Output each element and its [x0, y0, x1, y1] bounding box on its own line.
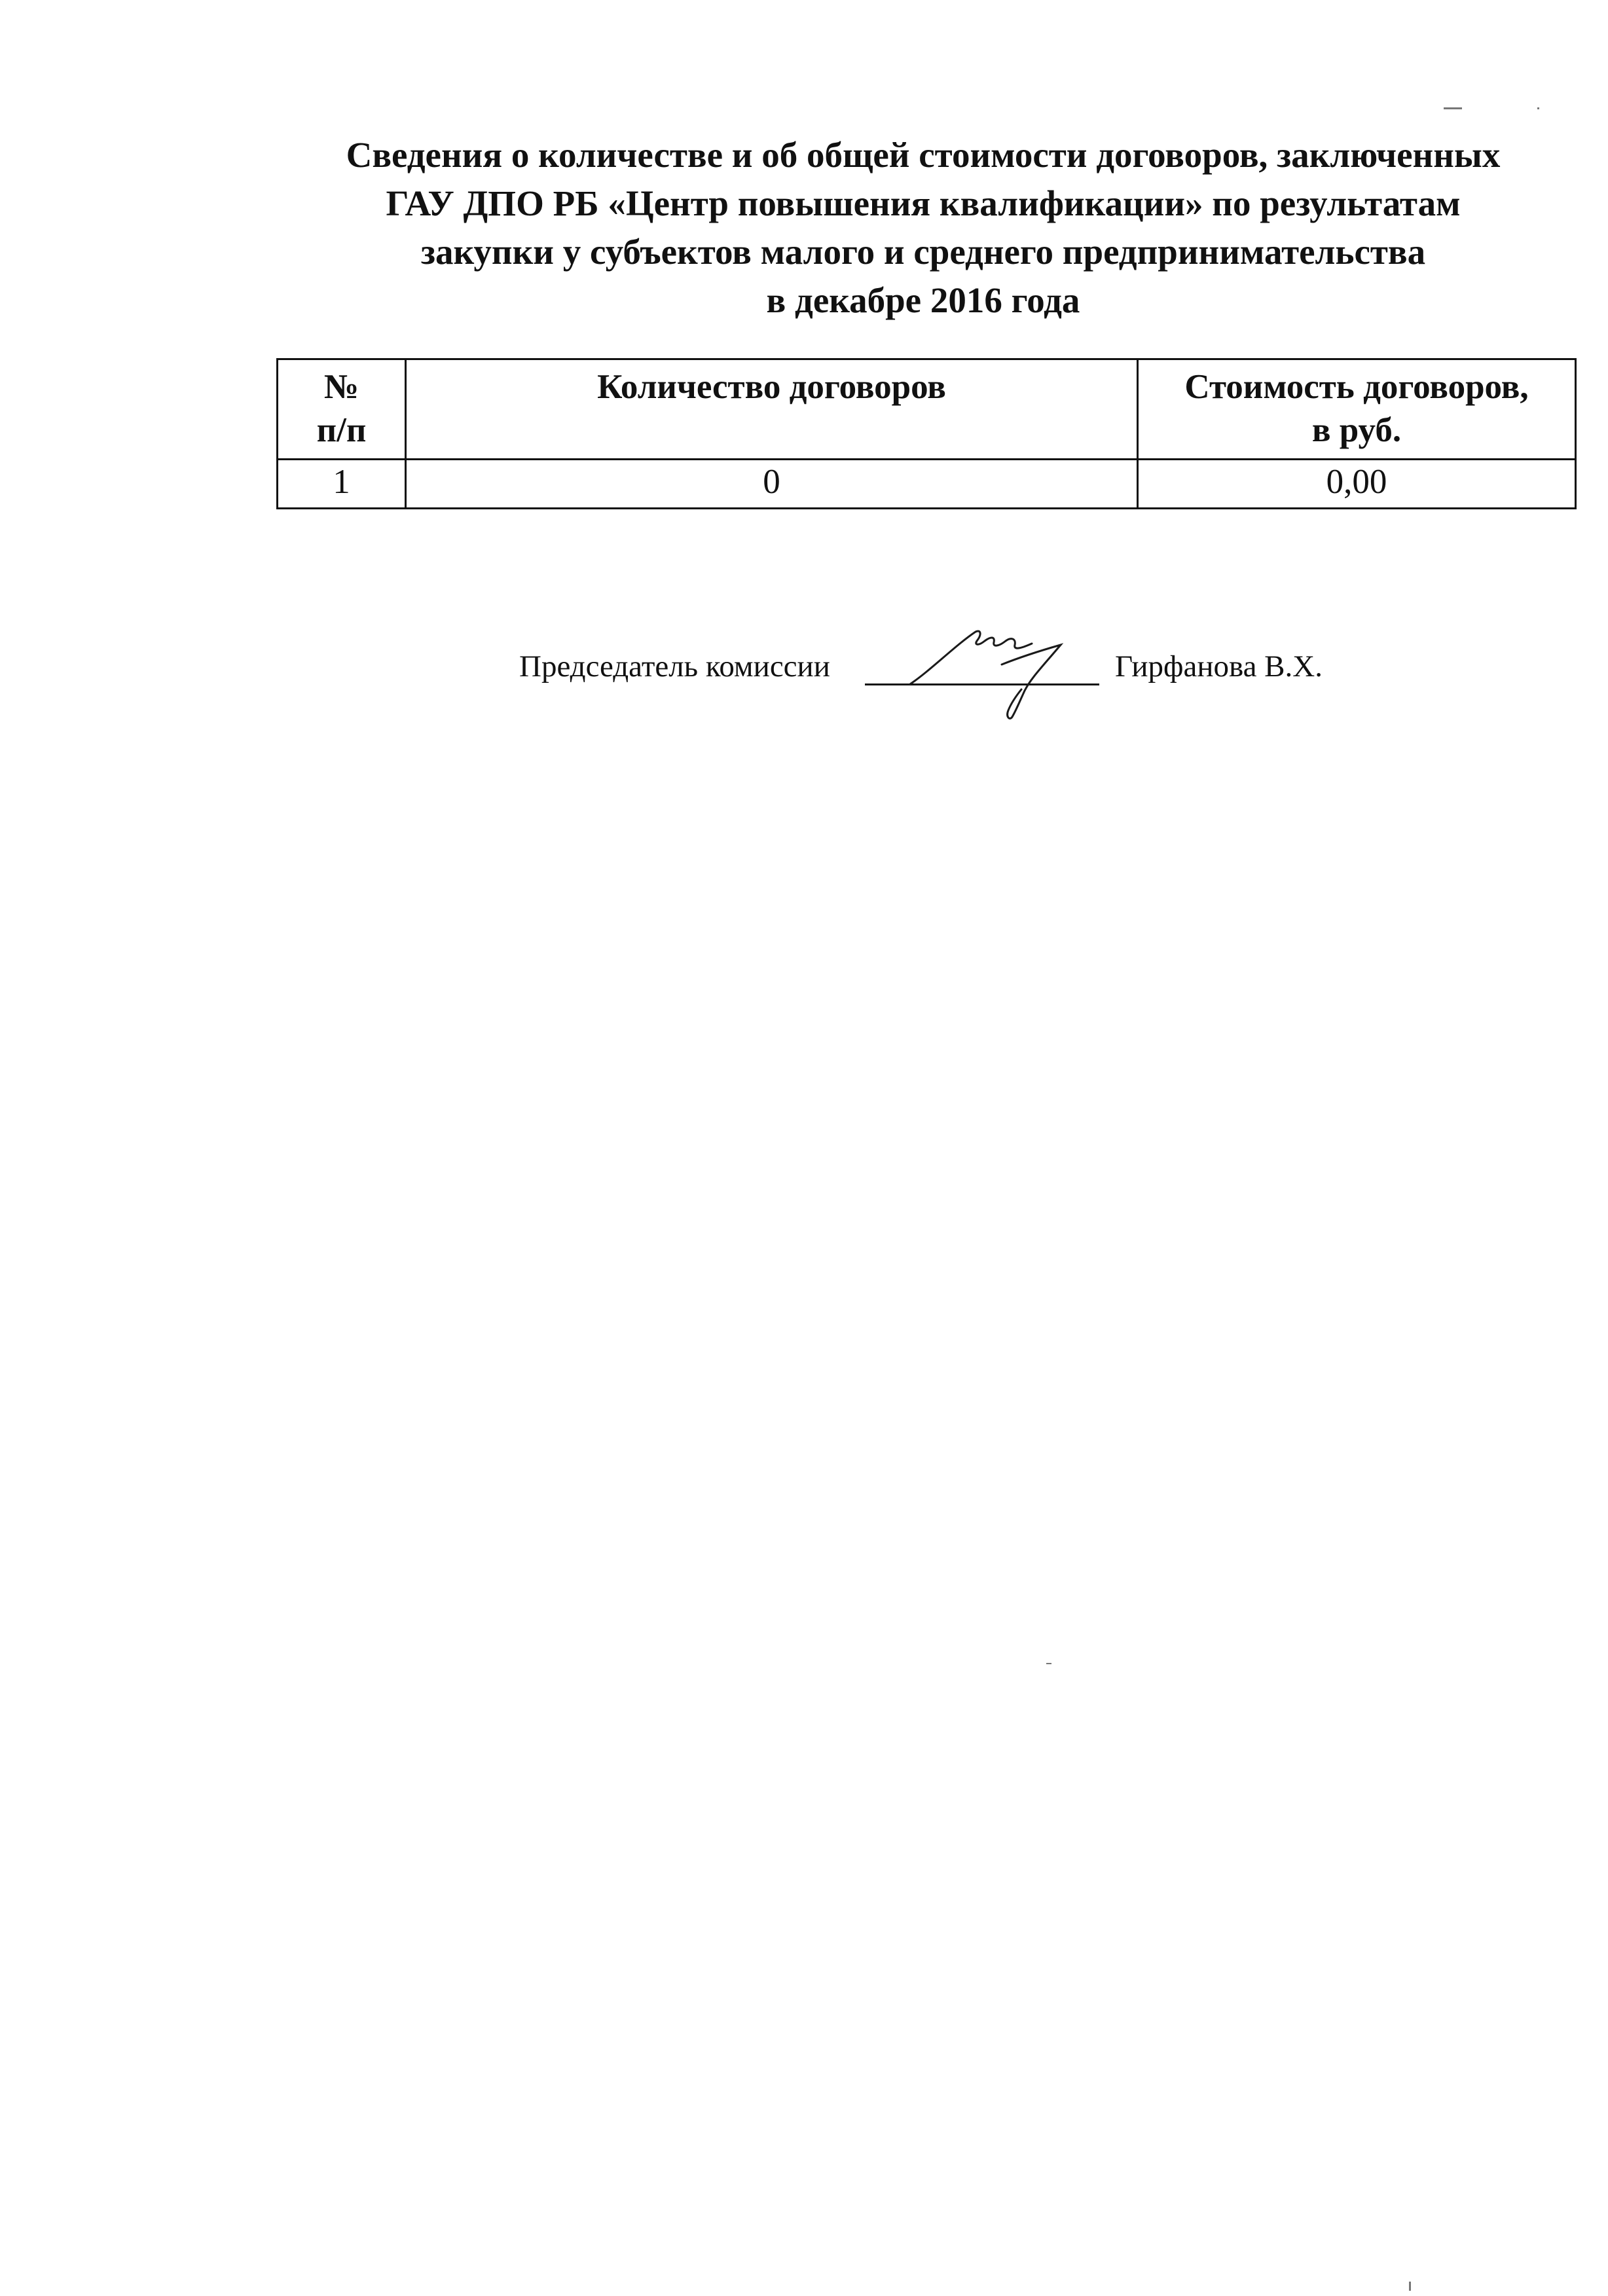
header-number-line-2: п/п: [316, 411, 367, 449]
title-line-1: Сведения о количестве и об общей стоимости договоров, заключенных: [346, 135, 1501, 175]
scan-speck: [1537, 107, 1539, 109]
title-line-4: в декабре 2016 года: [766, 280, 1080, 320]
header-contract-count: [406, 359, 1138, 460]
header-number: [278, 359, 406, 460]
header-number-line-1: №: [323, 368, 359, 406]
header-contract-count-line-1: Количество договоров: [597, 368, 946, 406]
scan-speck: [1409, 2282, 1411, 2291]
scan-speck: [1046, 1663, 1051, 1664]
header-contract-cost-line-2: в руб.: [1311, 411, 1402, 449]
cell-contract-count: 0: [406, 460, 1138, 509]
title-line-2: ГАУ ДПО РБ «Центр повышения квалификации» по результатам: [386, 183, 1461, 223]
document-title: [275, 131, 1571, 325]
table-header-row: [278, 359, 1576, 460]
cell-contract-cost: 0,00: [1138, 460, 1576, 509]
header-contract-cost-line-1: Стоимость договоров,: [1184, 368, 1529, 406]
header-contract-cost: [1138, 359, 1576, 460]
contracts-table: [276, 358, 1577, 509]
scan-speck: [1444, 107, 1462, 109]
signer-role: Председатель комиссии: [519, 649, 830, 683]
title-line-3: закупки у субъектов малого и среднего предпринимательства: [420, 232, 1426, 272]
cell-number: 1: [278, 460, 406, 509]
handwritten-signature-icon: [904, 612, 1113, 723]
signer-name: Гирфанова В.Х.: [1115, 649, 1323, 683]
table-row: [278, 460, 1576, 509]
